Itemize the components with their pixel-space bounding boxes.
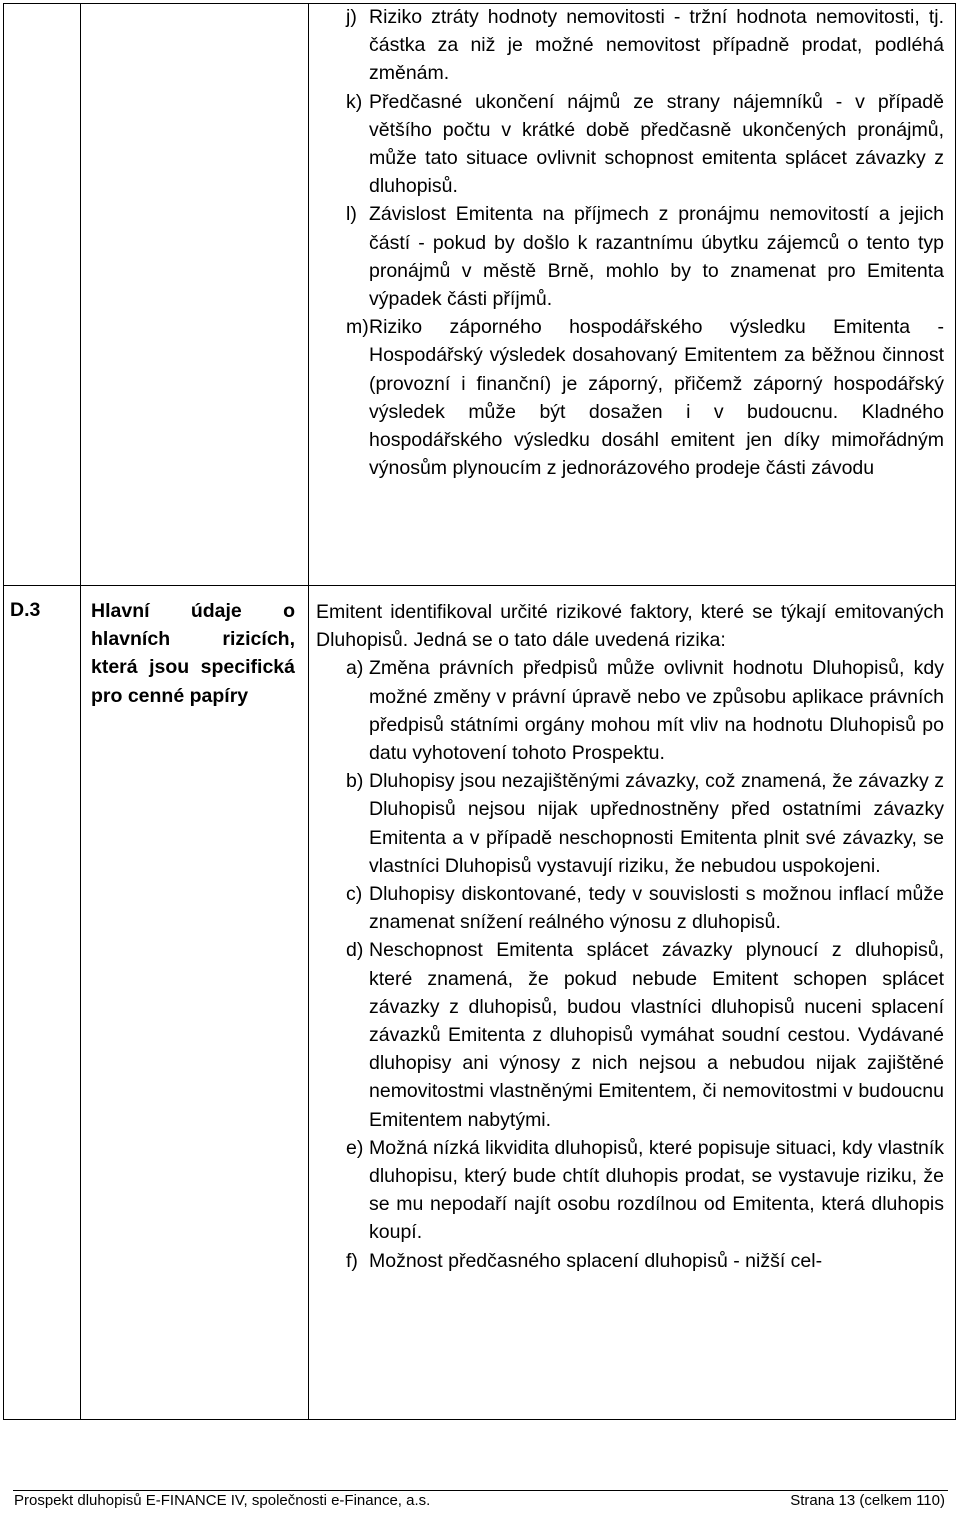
list-item [316, 313, 944, 482]
item-text: Dluhopisy diskontované, tedy v souvislosti s možnou inflací může znamenat snížení reálného výnosu z dluhopisů. [369, 883, 944, 934]
item-text: Dluhopisy jsou nezajištěnými závazky, což znamená, že závazky z Dluhopisů nejsou nijak upřednostněny před ostatními závazky Emitenta a v případě neschopnosti Emitenta plnit své závazky, se vlastníci Dluhopisů vystavují riziku, že nebudou uspokojeni. [369, 770, 944, 877]
item-text: Neschopnost Emitenta splácet závazky plynoucí z dluhopisů, které znamená, že pokud nebude Emitent schopen splácet závazky z dluhopisů, budou vlastníci dluhopisů nuceni splacení závazků Emitenta z dluhopisů vymáhat soudní cestou. Vydávané dluhopisy ani výnosy z nich nejsou a nebudou nijak zajištěné nemovitostmi vlastněnými Emitentem, či nemovitostmi v budoucnu Emitentem nabytými. [369, 939, 944, 1131]
item-marker: e) [346, 1136, 364, 1159]
item-text: Riziko záporného hospodářského výsledku Emitenta - Hospodářský výsledek dosahovaný Emitentem za běžnou činnost (provozní i finanční) je záporný, přičemž záporný hospodářský výsledek může být dosažen i v budoucnu. Kladného hospodářského výsledku dosáhl emitent jen díky mimořádným výnosům plynoucím z jednorázového prodeje části závodu [369, 316, 944, 480]
row-divider [4, 585, 955, 586]
section-intro: Emitent identifikoval určité rizikové faktory, které se týkají emitovaných Dluhopisů. Jedná se o tato dále uvedená rizika: [316, 601, 944, 652]
item-marker: m) [346, 316, 369, 339]
list-item [316, 936, 944, 1133]
item-text: Předčasné ukončení nájmů ze strany nájemníků - v případě většího počtu v krátké době předčasně ukončených pronájmů, může tato situace ovlivnit schopnost emitenta splácet závazky z dluhopisů. [369, 90, 944, 198]
list-item [316, 1134, 944, 1247]
section-code: D.3 [10, 599, 41, 621]
item-marker: j) [346, 6, 357, 28]
section-heading: Hlavní údaje o hlavních rizicích, která jsou specifická pro cenné papíry [91, 600, 295, 707]
item-marker: d) [346, 939, 364, 962]
footer-document-title: Prospekt dluhopisů E-FINANCE IV, společnosti e-Finance, a.s. [14, 1492, 431, 1509]
item-marker: a) [346, 657, 364, 680]
item-text: Změna právních předpisů může ovlivnit hodnotu Dluhopisů, kdy možné změny v právní úpravě nebo ve způsobu aplikace právních předpisů státními orgány mohou mít vliv na hodnotu Dluhopisů po datu vyhotovení tohoto Prospektu. [369, 657, 944, 765]
list-item [316, 1247, 944, 1275]
list-item [316, 880, 944, 936]
item-marker: c) [346, 883, 363, 906]
item-marker: b) [346, 770, 364, 793]
column-divider [308, 4, 309, 1419]
item-text: Možná nízká likvidita dluhopisů, které popisuje situaci, kdy vlastník dluhopisu, který bude chtít dluhopis prodat, se vystavuje riziku, že se mu nepodaří najít osobu rozdílnou od Emitenta, která dluhopis koupí. [369, 1136, 944, 1244]
item-marker: k) [346, 90, 363, 113]
securities-risk-section [316, 598, 944, 1275]
list-item [316, 88, 944, 201]
item-marker: f) [346, 1249, 358, 1272]
footer-page-number: Strana 13 (celkem 110) [790, 1492, 945, 1509]
issuer-risk-list [316, 3, 944, 482]
item-marker: l) [346, 203, 357, 226]
list-item [316, 200, 944, 313]
item-text: Riziko ztráty hodnoty nemovitosti - tržní hodnota nemovitosti, tj. částka za niž je možné nemovitost případně prodat, podléhá změnám. [369, 6, 944, 85]
item-text: Možnost předčasného splacení dluhopisů - nižší cel- [369, 1249, 823, 1272]
item-text: Závislost Emitenta na příjmech z pronájmu nemovitostí a jejich částí - pokud by došlo k razantnímu úbytku zájemců o tento typ pronájmů v městě Brně, mohlo by to znamenat pro Emitenta výpadek části příjmů. [369, 203, 944, 311]
list-item [316, 3, 944, 88]
footer-divider [13, 1490, 948, 1491]
column-divider [80, 4, 81, 1419]
list-item [316, 654, 944, 767]
list-item [316, 767, 944, 880]
